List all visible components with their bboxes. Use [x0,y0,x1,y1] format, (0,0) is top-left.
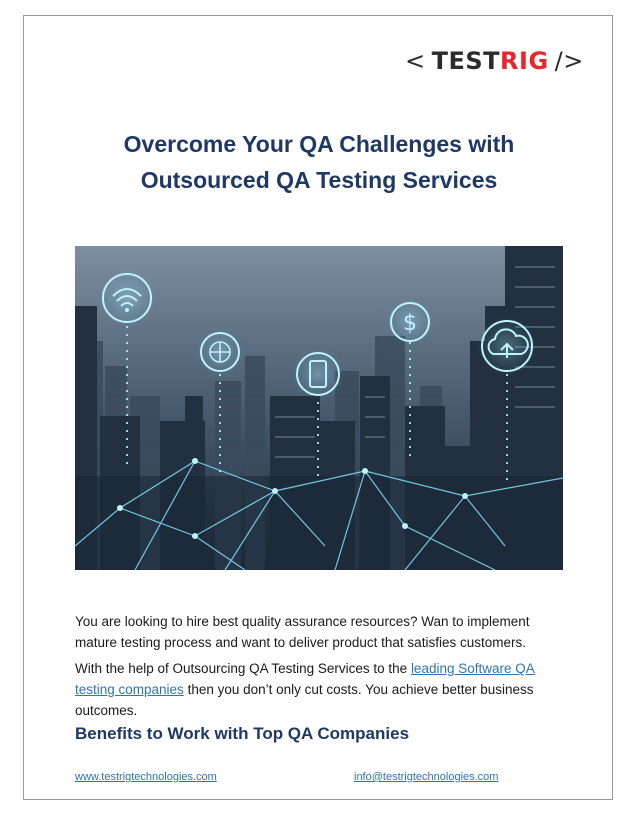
testrig-logo: < TEST RIG /> [405,47,584,75]
title-line-2: Outsourced QA Testing Services [140,167,498,193]
section-heading: Benefits to Work with Top QA Companies [75,724,410,743]
hero-image [75,246,563,570]
website-link[interactable]: www.testrigtechnologies.com [75,771,217,783]
title-line-1: Overcome Your QA Challenges with [123,131,515,157]
dollar-icon [386,298,434,346]
qa-companies-link[interactable]: leading Software QA testing companies [75,661,535,697]
globe-icon [196,328,244,376]
email-link[interactable]: info@testrigtechnologies.com [354,771,499,783]
intro-paragraph: You are looking to hire best quality assurance resources? Wan to implement mature testing process and want to deliver product that satisfies customers. [75,614,530,650]
wifi-icon [97,268,157,328]
page-title [60,126,578,198]
svg-text:$: $ [403,311,417,336]
cloud-upload-icon [477,316,537,376]
outsourcing-paragraph: With the help of Outsourcing QA Testing Services to the leading Software QA testing companies then you don’t only cut costs. You achieve better business outcomes. [75,661,535,718]
smartphone-icon [292,348,344,400]
